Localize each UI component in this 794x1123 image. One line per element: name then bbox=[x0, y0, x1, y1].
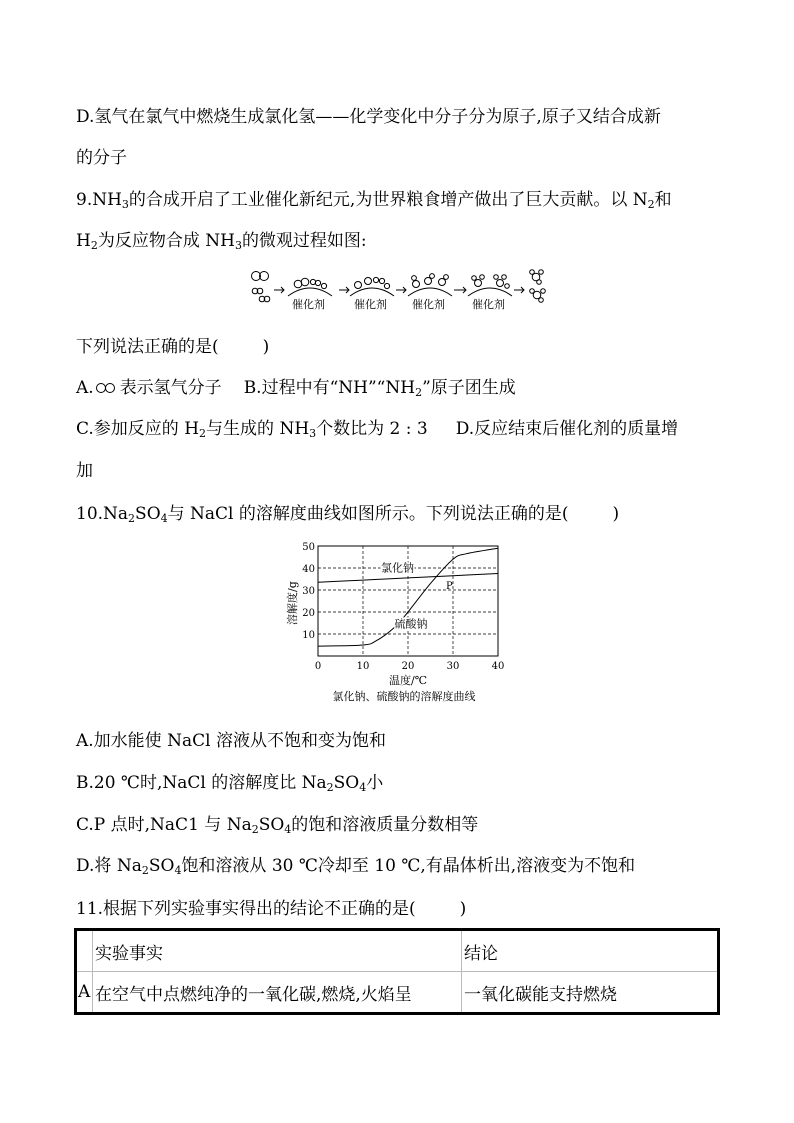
table-cell: 一氧化碳能支持燃烧 bbox=[462, 972, 719, 1014]
x-tick-label: 0 bbox=[314, 661, 322, 672]
q10-option-c: C.P 点时,NaC1 与 $Na_2SO_4$的饱和溶液质量分数相等 bbox=[76, 815, 479, 836]
q9-prompt: 下列说法正确的是( ) bbox=[76, 337, 270, 357]
table-header-row bbox=[76, 930, 719, 972]
series-line-1 bbox=[318, 574, 498, 583]
y-axis-label: 溶解度/g bbox=[286, 581, 299, 625]
y-tick-label: 30 bbox=[302, 586, 315, 597]
q8-option-d-line2: 的分子 bbox=[76, 148, 127, 168]
q10-stem: $10.Na_2SO_4$与 NaCl 的溶解度曲线如图所示。下列说法正确的是( ) bbox=[76, 504, 620, 525]
q11-table bbox=[74, 928, 720, 1015]
catalyst-label: 催化剂 bbox=[472, 298, 505, 311]
y-tick-label: 50 bbox=[302, 542, 315, 553]
x-tick-label: 10 bbox=[356, 661, 370, 672]
q9-options-ab: A. 表示氢气分子 B.过程中有“$NH”“NH_2$”原子团生成 bbox=[76, 378, 516, 399]
catalyst-label: 催化剂 bbox=[354, 298, 387, 311]
x-axis-label: 温度/℃ bbox=[388, 674, 428, 687]
q9-reaction-diagram bbox=[246, 268, 552, 316]
q9-option-d-line2: 加 bbox=[76, 461, 93, 481]
chart-title: 氯化钠、硫酸钠的溶解度曲线 bbox=[332, 690, 476, 703]
table-header-cell: 实验事实 bbox=[93, 930, 462, 972]
y-tick-label: 10 bbox=[302, 630, 315, 641]
table-row bbox=[76, 972, 719, 1014]
point-annotation: P bbox=[446, 580, 453, 592]
solubility-chart bbox=[282, 534, 522, 714]
series-label: 硫酸钠 bbox=[394, 617, 428, 631]
table-header-cell: 结论 bbox=[462, 930, 719, 972]
table-cell: A bbox=[76, 972, 93, 1014]
q11-stem: 11.根据下列实验事实得出的结论不正确的是( ) bbox=[76, 899, 467, 919]
hydrogen-molecule-icon bbox=[94, 382, 120, 394]
table-header-cell bbox=[76, 930, 93, 972]
y-tick-label: 20 bbox=[302, 608, 315, 619]
q9-stem-line2: $H_2$为反应物合成 $NH_3$的微观过程如图: bbox=[76, 231, 367, 252]
catalyst-label: 催化剂 bbox=[292, 298, 325, 311]
catalyst-label: 催化剂 bbox=[412, 298, 445, 311]
q10-option-b: B.20 ℃时,NaCl 的溶解度比 $Na_2SO_4$小 bbox=[76, 773, 384, 794]
q9-options-cd: C.参加反应的 $H_2$与生成的 $NH_3$个数比为 2 : 3 D.反应结束后催化剂的质量增 bbox=[76, 419, 679, 440]
series-label: 氯化钠 bbox=[381, 561, 414, 575]
x-tick-label: 30 bbox=[446, 661, 460, 672]
x-tick-label: 20 bbox=[401, 661, 415, 672]
y-tick-label: 40 bbox=[302, 564, 315, 575]
x-tick-label: 40 bbox=[491, 661, 505, 672]
q10-option-d: D.将 $Na_2SO_4$饱和溶液从 30 ℃冷却至 10 ℃,有晶体析出,溶液变为不饱和 bbox=[76, 856, 636, 877]
q10-option-a: A.加水能使 NaCl 溶液从不饱和变为饱和 bbox=[76, 731, 386, 751]
q8-option-d-line1: D.氢气在氯气中燃烧生成氯化氢——化学变化中分子分为原子,原子又结合成新 bbox=[76, 107, 661, 127]
table-cell: 在空气中点燃纯净的一氧化碳,燃烧,火焰呈 bbox=[93, 972, 462, 1014]
q9-stem-line1: $9.NH_3$的合成开启了工业催化新纪元,为世界粮食增产做出了巨大贡献。以 $N_2$和 bbox=[76, 190, 672, 211]
